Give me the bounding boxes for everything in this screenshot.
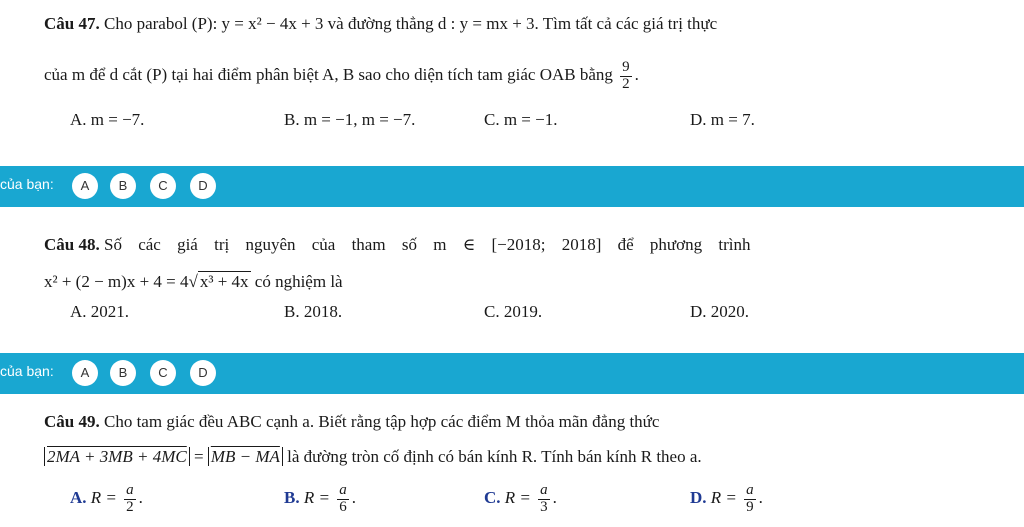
question-47-line1: Cho parabol (P): y = x² − 4x + 3 và đường thẳng d : y = mx + 3. Tìm tất cả các giá trị thực xyxy=(103,14,718,33)
option-49-d: D. R = $\frac{a}{9}$ . xyxy=(690,482,763,515)
option-47-d: D. m = 7. xyxy=(690,110,755,129)
option-49-a: A. R = $\frac{a}{2}$ . xyxy=(70,482,143,515)
option-48-c: C. 2019. xyxy=(484,302,543,321)
question-48-line1: Số các giá trị nguyên của tham số m ∈ [−2018; 2018] để phương trình xyxy=(103,235,751,254)
question-48-number: Câu 48. xyxy=(44,235,100,254)
answer-bar-48 xyxy=(0,353,1024,394)
question-49-line2: là đường tròn cố định có bán kính R. Tính bán kính R theo a. xyxy=(282,447,702,466)
answer-choice-a[interactable]: A xyxy=(72,173,98,199)
option-47-c: C. m = −1. xyxy=(484,110,558,129)
question-47-line2: của m để d cắt (P) tại hai điểm phân biệt A, B sao cho diện tích tam giác OAB bằng xyxy=(44,65,613,85)
fraction-9-2: $\frac{9}{2}$ xyxy=(622,59,630,92)
option-47-b: B. m = −1, m = −7. xyxy=(284,110,416,129)
answer-bar-label: của bạn: xyxy=(0,363,54,379)
answer-choice-c[interactable]: C xyxy=(150,360,176,386)
option-47-a: A. m = −7. xyxy=(70,110,145,129)
vector-diff-right: MB − MA xyxy=(208,447,283,466)
sqrt-term: x³ + 4x xyxy=(199,272,249,291)
option-49-c: C. R = $\frac{a}{3}$ . xyxy=(484,482,557,515)
answer-choice-b[interactable]: B xyxy=(110,173,136,199)
question-49-number: Câu 49. xyxy=(44,412,100,431)
option-48-b: B. 2018. xyxy=(284,302,343,321)
answer-choice-c[interactable]: C xyxy=(150,173,176,199)
answer-bar-47 xyxy=(0,166,1024,207)
answer-choice-d[interactable]: D xyxy=(190,360,216,386)
option-48-a: A. 2021. xyxy=(70,302,130,321)
question-47-number: Câu 47. xyxy=(44,14,100,33)
option-48-d: D. 2020. xyxy=(690,302,750,321)
answer-choice-b[interactable]: B xyxy=(110,360,136,386)
answer-bar-label: của bạn: xyxy=(0,176,54,192)
question-48-equation: x² + (2 − m)x + 4 = 4 xyxy=(44,272,189,291)
question-49-line1: Cho tam giác đều ABC cạnh a. Biết rằng tập hợp các điểm M thỏa mãn đẳng thức xyxy=(103,412,660,431)
answer-choice-a[interactable]: A xyxy=(72,360,98,386)
vector-sum-left: 2MA + 3MB + 4MC xyxy=(44,447,190,466)
option-49-b: B. R = $\frac{a}{6}$ . xyxy=(284,482,356,515)
answer-choice-d[interactable]: D xyxy=(190,173,216,199)
